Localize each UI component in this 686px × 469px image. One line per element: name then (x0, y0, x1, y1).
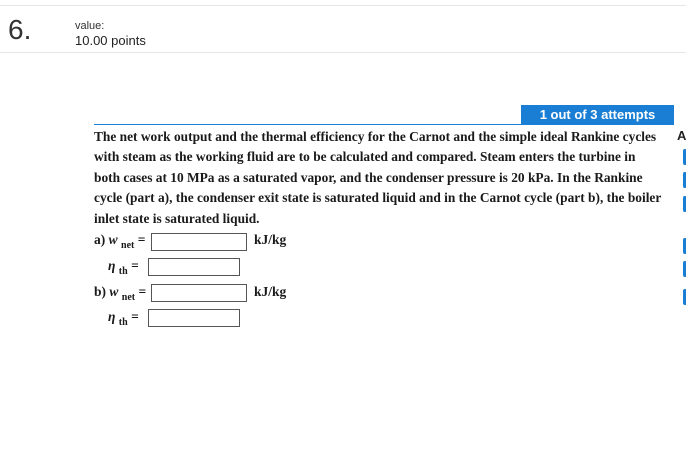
equals-sign: = (138, 284, 147, 299)
w-symbol: w (108, 232, 118, 247)
th-subscript: th (118, 266, 128, 277)
question-number: 6. (8, 14, 32, 45)
part-b-label: b) (94, 284, 107, 299)
clipped-panel-letter: A (677, 128, 686, 143)
part-b-wnet-input[interactable] (151, 284, 247, 302)
attempts-badge: 1 out of 3 attempts (521, 105, 674, 124)
part-b-eta-label (108, 309, 139, 328)
part-b-wnet-unit: kJ/kg (254, 284, 287, 299)
value-label: value: (75, 20, 105, 32)
points-value: 10.00 points (75, 33, 146, 48)
part-a-label: a) (94, 232, 106, 247)
th-subscript: th (118, 317, 128, 328)
problem-statement: The net work output and the thermal efficiency for the Carnot and the simple ideal Rankine cycles with steam as the working fluid are to be calculated and compared. Steam enters the turbine in both cases at 10 MPa as a saturated vapor, and the condenser pressure is 20 kPa. In the Rankine cycle (part a), the condenser exit state is saturated liquid and in the Carnot cycle (part b), the boiler inlet state is saturated liquid. (94, 129, 662, 226)
part-a-wnet-label (94, 232, 146, 251)
top-divider (0, 5, 686, 6)
equals-sign: = (131, 309, 139, 324)
w-symbol: w (109, 284, 119, 299)
eta-symbol: η (108, 309, 116, 324)
part-b-wnet-label (94, 284, 147, 303)
eta-symbol: η (108, 258, 116, 273)
header-divider (0, 52, 686, 53)
part-b-eta-input[interactable] (148, 309, 240, 327)
part-a-wnet-unit: kJ/kg (254, 232, 287, 247)
part-a-eta-input[interactable] (148, 258, 240, 276)
attempts-divider (94, 124, 674, 125)
net-subscript: net (121, 292, 136, 303)
equals-sign: = (137, 232, 146, 247)
equals-sign: = (131, 258, 139, 273)
part-a-wnet-input[interactable] (151, 233, 247, 251)
part-a-eta-label (108, 258, 139, 277)
net-subscript: net (121, 240, 135, 251)
